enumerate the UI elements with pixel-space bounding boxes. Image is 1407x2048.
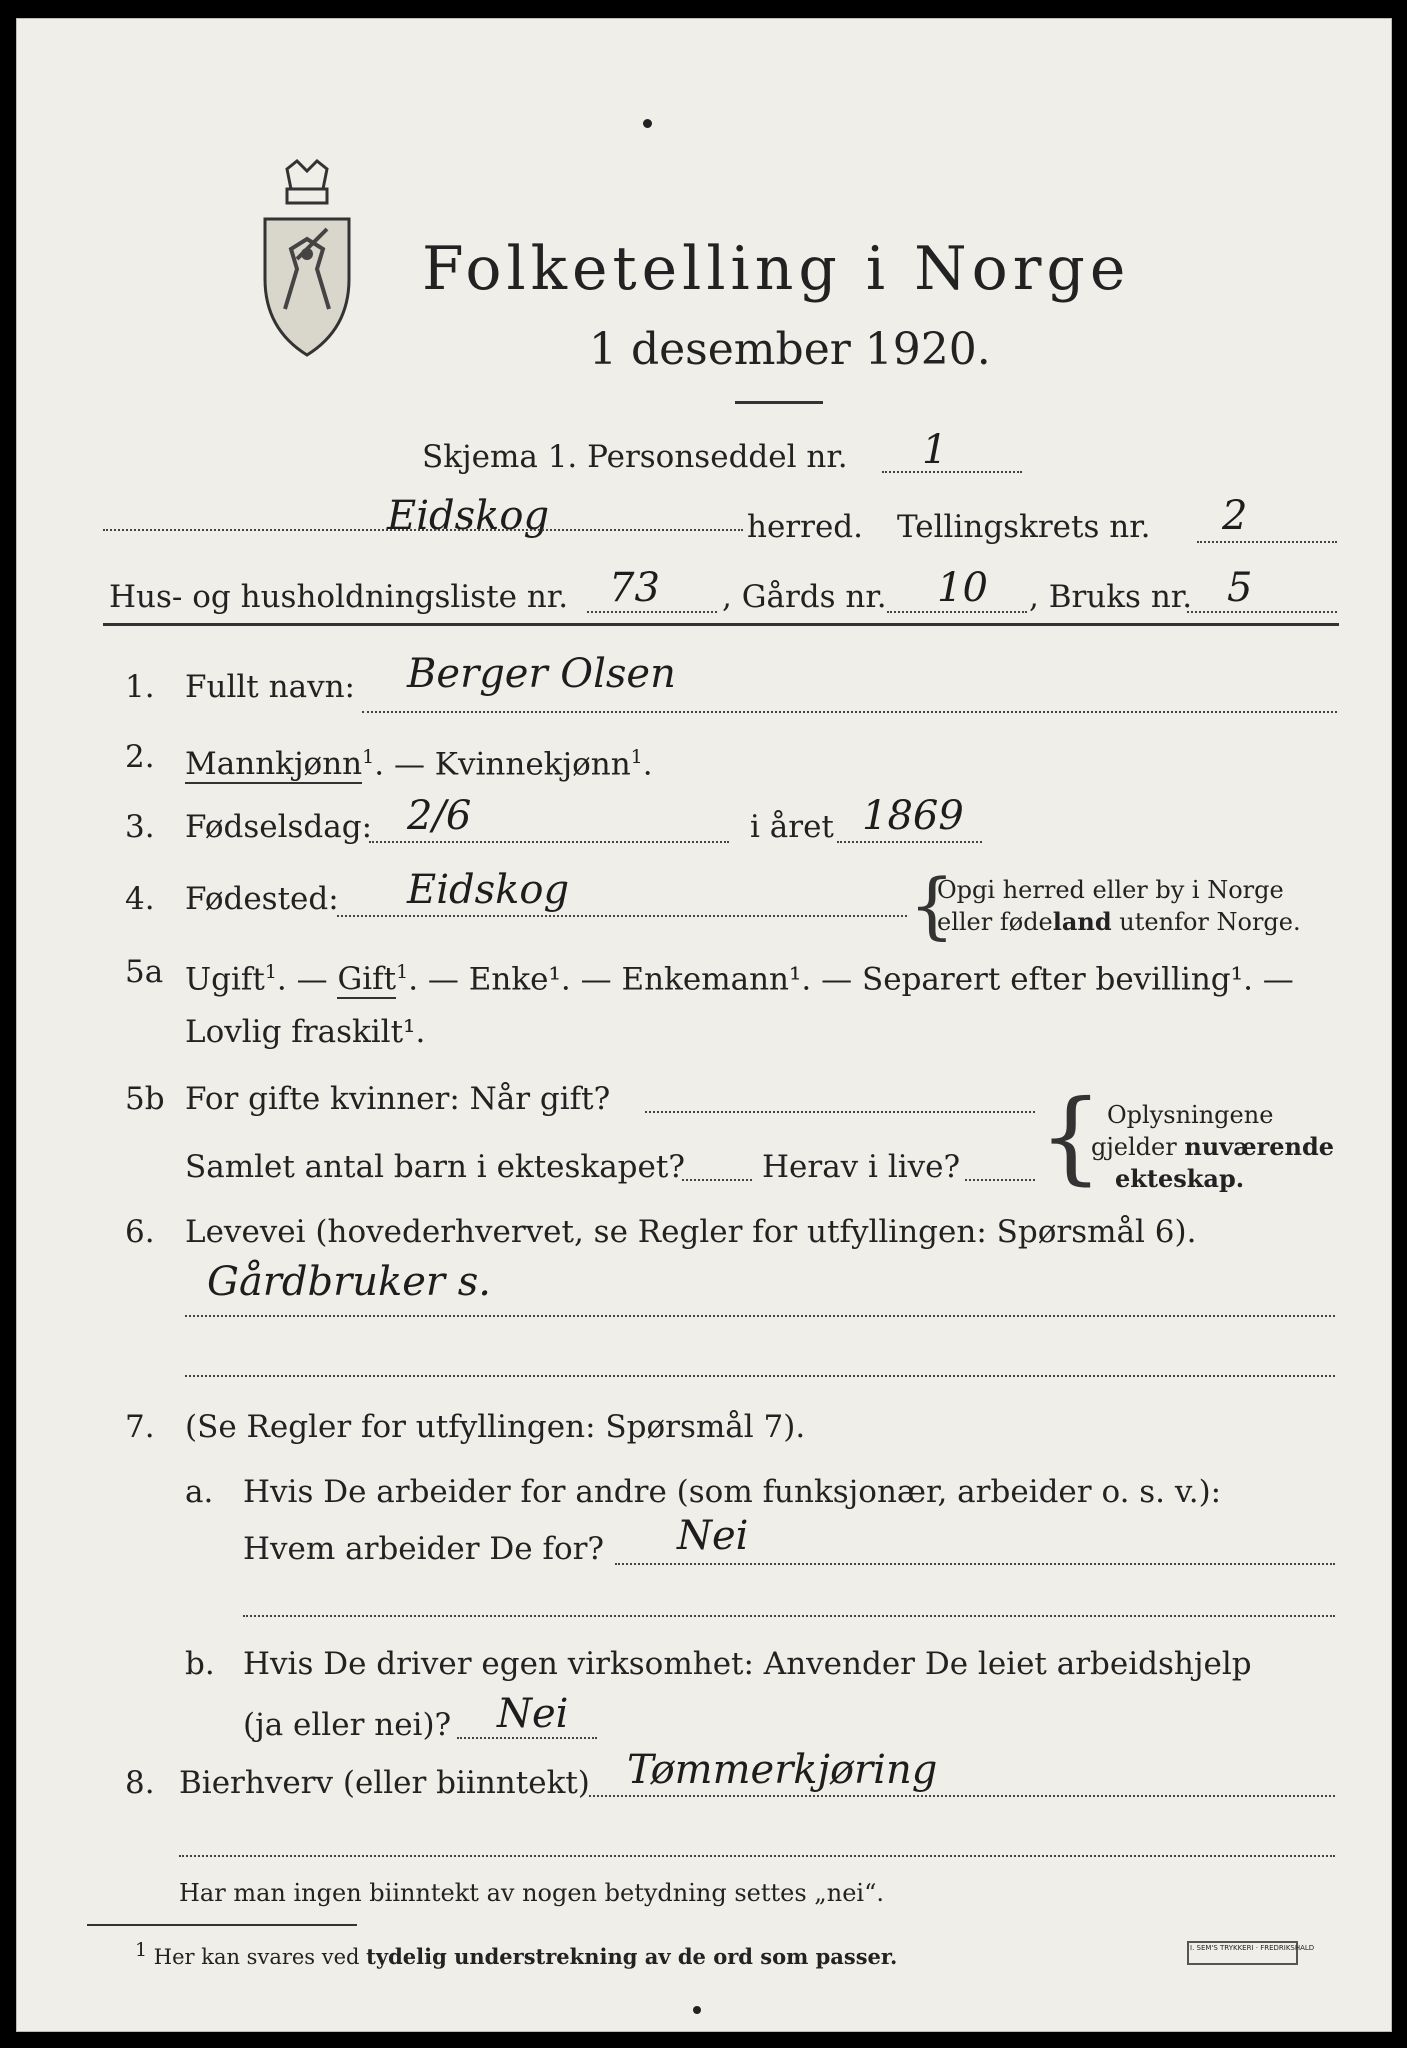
q5a-number: 5a — [125, 954, 164, 990]
bruks-number[interactable]: 5 — [1227, 565, 1253, 611]
q4-note-2: eller fødeland utenfor Norge. — [937, 907, 1301, 936]
gards-line — [887, 611, 1027, 613]
q5a-line2[interactable]: Lovlig fraskilt¹. — [185, 1014, 426, 1050]
q4-note-1: Opgi herred eller by i Norge — [937, 876, 1284, 904]
q2-options: Mannkjønn$^1$. — Kvinnekjønn$^1$. — [185, 746, 653, 783]
q3-year-label: i året — [750, 809, 834, 845]
q7b-line — [457, 1737, 597, 1739]
q7a-line2: Hvem arbeider De for? — [243, 1531, 605, 1567]
q8-line — [589, 1795, 1335, 1797]
q5b-number: 5b — [125, 1081, 165, 1117]
herred-label: herred. — [747, 509, 863, 545]
hus-line — [587, 611, 717, 613]
herred-line — [103, 529, 743, 531]
printer-stamp: I. SEM'S TRYKKERI · FREDRIKSHALD — [1187, 1941, 1298, 1965]
q3-answer[interactable]: 2/6 — [407, 793, 472, 839]
bruks-label: , Bruks nr. — [1029, 579, 1193, 615]
q5b-line2: Samlet antal barn i ekteskapet? — [185, 1149, 685, 1185]
personseddel-line — [882, 471, 1022, 473]
hus-label: Hus- og husholdningsliste nr. — [109, 579, 569, 615]
q5b-note-1: Oplysningene — [1107, 1101, 1274, 1129]
q7b-line1: Hvis De driver egen virksomhet: Anvender De leiet arbeidshjelp — [243, 1646, 1252, 1682]
q3-year-line — [837, 841, 982, 843]
q6-line-2 — [185, 1375, 1335, 1377]
q5a-options: Ugift$^1$. — Gift$^1$. — Enke¹. — Enkemann¹. — Separert efter bevilling¹. — — [185, 961, 1294, 998]
q7a-line — [615, 1563, 1335, 1565]
herred-value[interactable]: Eidskog — [387, 493, 550, 539]
footer-note: Har man ingen biinntekt av nogen betydning settes „nei“. — [179, 1879, 884, 1907]
q1-line — [362, 711, 1337, 713]
q5b-note-2: gjelder nuværende — [1091, 1132, 1335, 1161]
title-rule — [735, 401, 823, 404]
q7a-line-2 — [243, 1615, 1335, 1617]
q2-number: 2. — [125, 739, 155, 775]
q7a-answer[interactable]: Nei — [677, 1513, 749, 1559]
form-date: 1 desember 1920. — [589, 324, 991, 375]
q7b-line2: (ja eller nei)? — [243, 1707, 452, 1743]
q7a-line1: Hvis De arbeider for andre (som funksjonær, arbeider o. s. v.): — [243, 1474, 1222, 1510]
q4-line — [337, 915, 907, 917]
gards-number[interactable]: 10 — [937, 565, 988, 611]
q5b-married-line — [645, 1111, 1035, 1113]
ink-dot — [643, 119, 652, 128]
ink-dot-bottom — [693, 2006, 701, 2014]
census-form-page: Folketelling i Norge 1 desember 1920. Skjema 1. Personseddel nr. 1 Eidskog herred. Tellingskrets nr. 2 Hus- og husholdningsliste nr. 73 , Gårds nr. 10 , Bruks nr. 5 1. Fullt navn: Berger Olsen 2. Mannkjønn$^1$. — Kvinnekjønn$^1$. 3. Fødselsdag: 2/6 i året 1869 4. Fødested: Eidskog { Opgi herred eller by i Norge eller fødeland utenfor Norge. 5a Ugift$^1$. — Gift$^1$. — Enke¹. — Enkemann¹. — Separert efter bevilling¹. — Lovlig fraskilt¹. 5b For gifte kvinner: Når gift? Samlet antal barn i ekteskapet? Herav i live? { Oplysningene gjelder nuværende ekteskap. 6. Levevei (hovederhvervet, se Regler for utfyllingen: Spørsmål 6). Gårdbruker s. 7. (Se Regler for utfyllingen: Spørsmål 7). a. Hvis De arbeider for andre (som funksjonær, arbeider o. s. v.): Hvem arbeider De for? Nei b. Hvis De driver egen virksomhet: Anvender De leiet arbeidshjelp (ja eller nei)? Nei 8. Bierhverv (eller biinntekt) Tømmerkjøring Har man ingen biinntekt av nogen betydning settes „nei“. $^1$ Her kan svares ved tydelig understrekning av de ord som passer. I. SEM'S TRYKKERI · FREDRIKSHALD — [16, 18, 1392, 2032]
q8-answer[interactable]: Tømmerkjøring — [627, 1747, 938, 1793]
q5a-gift-option[interactable]: Gift — [337, 961, 397, 998]
q5b-herav: Herav i live? — [762, 1149, 961, 1185]
header-rule — [103, 623, 1339, 626]
tellingskrets-label: Tellingskrets nr. — [897, 509, 1151, 545]
q3-label: Fødselsdag: — [185, 809, 373, 845]
q1-answer[interactable]: Berger Olsen — [407, 651, 676, 697]
q7a-letter: a. — [185, 1474, 214, 1510]
bruks-line — [1187, 611, 1337, 613]
gards-label: , Gårds nr. — [722, 579, 887, 615]
q2-male-option[interactable]: Mannkjønn — [185, 746, 363, 783]
q7b-answer[interactable]: Nei — [497, 1691, 569, 1737]
hus-number[interactable]: 73 — [609, 565, 660, 611]
tellingskrets-line — [1197, 541, 1337, 543]
q1-label: Fullt navn: — [185, 669, 355, 705]
q8-label: Bierhverv (eller biinntekt) — [179, 1765, 590, 1801]
q5a-other-options[interactable]: . — Enke¹. — Enkemann¹. — Separert efter bevilling¹. — — [408, 961, 1294, 998]
q5a-ugift-option[interactable]: Ugift — [185, 961, 265, 998]
q2-female-option[interactable]: . — Kvinnekjønn — [374, 746, 631, 783]
q3-line — [369, 841, 729, 843]
footnote: $^1$ Her kan svares ved tydelig understrekning av de ord som passer. — [135, 1939, 898, 1969]
footnote-rule — [87, 1924, 357, 1926]
q5b-note-3: ekteskap. — [1115, 1164, 1245, 1193]
q5b-line1: For gifte kvinner: Når gift? — [185, 1081, 611, 1117]
q4-label: Fødested: — [185, 881, 339, 917]
q3-year[interactable]: 1869 — [862, 793, 964, 839]
q6-answer[interactable]: Gårdbruker s. — [207, 1259, 492, 1305]
skjema-label: Skjema 1. Personseddel nr. — [422, 439, 848, 475]
q6-line-1 — [185, 1315, 1335, 1317]
q7b-letter: b. — [185, 1646, 215, 1682]
q4-answer[interactable]: Eidskog — [407, 867, 570, 913]
q7-label: (Se Regler for utfyllingen: Spørsmål 7). — [185, 1409, 806, 1445]
q8-line-2 — [179, 1855, 1335, 1857]
q1-number: 1. — [125, 669, 155, 705]
q6-label: Levevei (hovederhvervet, se Regler for utfyllingen: Spørsmål 6). — [185, 1214, 1197, 1250]
q3-number: 3. — [125, 809, 155, 845]
q5b-alive-line — [965, 1179, 1035, 1181]
q8-number: 8. — [125, 1765, 155, 1801]
q5b-children-line — [682, 1179, 752, 1181]
coat-of-arms-icon — [257, 159, 357, 359]
personseddel-number[interactable]: 1 — [922, 427, 948, 473]
q4-number: 4. — [125, 881, 155, 917]
form-title: Folketelling i Norge — [422, 234, 1131, 304]
tellingskrets-number[interactable]: 2 — [1222, 493, 1248, 539]
q6-number: 6. — [125, 1214, 155, 1250]
q7-number: 7. — [125, 1409, 155, 1445]
